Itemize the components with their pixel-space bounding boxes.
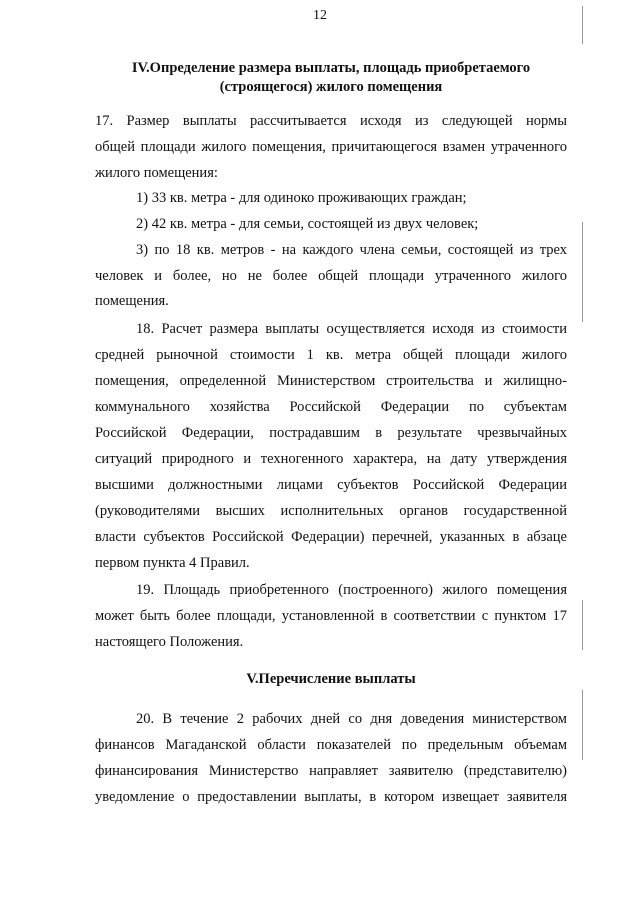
scan-mark <box>582 600 583 650</box>
para18-line: первом пункта 4 Правил. <box>95 555 250 571</box>
para18-line: средней рыночной стоимости 1 кв. метра общей площади жилого <box>95 347 567 363</box>
para18-line: 18. Расчет размера выплаты осуществляется исходя из стоимости <box>136 321 567 337</box>
scan-mark <box>582 222 583 322</box>
section-v-heading: V.Перечисление выплаты <box>246 671 416 687</box>
para20-line: уведомление о предоставлении выплаты, в котором извещает заявителя <box>95 789 567 805</box>
para19-line: настоящего Положения. <box>95 634 244 650</box>
para18-line: ситуаций природного и техногенного характера, на дату утверждения <box>95 451 567 467</box>
section-iv-heading-line-1: IV.Определение размера выплаты, площадь приобретаемого <box>131 60 531 76</box>
para20-line: финансирования Министерство направляет заявителю (представителю) <box>95 763 567 779</box>
para19-line: 19. Площадь приобретенного (построенного) жилого помещения <box>136 582 567 598</box>
para17-line: жилого помещения: <box>95 165 218 181</box>
para18-line: помещения, определенной Министерством строительства и жилищно- <box>95 373 567 389</box>
section-iv-heading-line-2: (строящегося) жилого помещения <box>219 79 443 95</box>
para18-line: власти субъектов Российской Федерации) перечней, указанных в абзаце <box>95 529 567 545</box>
para17-line: 17. Размер выплаты рассчитывается исходя из следующей нормы <box>95 113 567 129</box>
para17-line: общей площади жилого помещения, причитающегося взамен утраченного <box>95 139 567 155</box>
para17-item-3: 3) по 18 кв. метров - на каждого члена семьи, состоящей из трех <box>136 242 567 258</box>
para18-line: коммунального хозяйства Российской Федерации по субъектам <box>95 399 567 415</box>
para17-line: человек и более, но не более общей площади утраченного жилого <box>95 268 567 284</box>
para17-item-2: 2) 42 кв. метра - для семьи, состоящей из двух человек; <box>136 216 479 232</box>
para18-line: Российской Федерации, пострадавшим в результате чрезвычайных <box>95 425 567 441</box>
para17-line: помещения. <box>95 293 169 309</box>
para18-line: (руководителями высших исполнительных органов государственной <box>95 503 567 519</box>
para20-line: 20. В течение 2 рабочих дней со дня доведения министерством <box>136 711 567 727</box>
para19-line: может быть более площади, установленной в соответствии с пунктом 17 <box>95 608 567 624</box>
scan-mark <box>582 6 583 44</box>
para18-line: высшими должностными лицами субъектов Российской Федерации <box>95 477 567 493</box>
page-number: 12 <box>313 8 327 23</box>
scan-mark <box>582 690 583 760</box>
para17-item-1: 1) 33 кв. метра - для одиноко проживающих граждан; <box>136 190 467 206</box>
para20-line: финансов Магаданской области показателей по предельным объемам <box>95 737 567 753</box>
section-iv-heading <box>95 59 567 97</box>
